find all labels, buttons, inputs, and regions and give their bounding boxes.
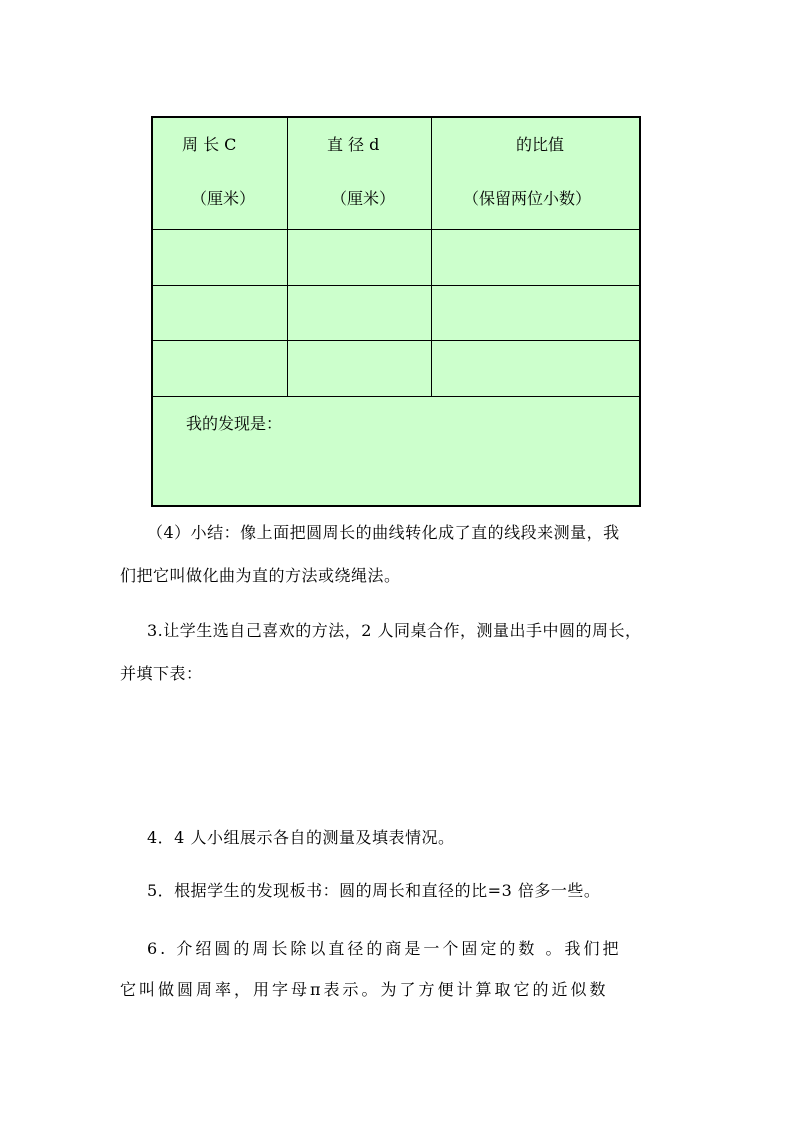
header-diameter-unit: （厘米） bbox=[331, 189, 396, 208]
paragraph-summary-line1: （4）小结：像上面把圆周长的曲线转化成了直的线段来测量，我 bbox=[147, 523, 620, 542]
finding-label: 我的发现是： bbox=[186, 414, 283, 433]
header-circumference-unit: （厘米） bbox=[191, 189, 256, 208]
header-ratio: 的比值 bbox=[516, 135, 565, 154]
header-circumference: 周 长 C bbox=[182, 135, 237, 154]
header-diameter: 直 径 d bbox=[327, 135, 380, 154]
paragraph-summary-line2: 们把它叫做化曲为直的方法或绕绳法。 bbox=[120, 566, 401, 585]
paragraph-step3-line2: 并填下表： bbox=[120, 664, 203, 683]
paragraph-step6-line1: 6. 介绍圆的周长除以直径的商是一个固定的数 。我们把 bbox=[147, 939, 622, 958]
column-divider bbox=[431, 118, 432, 397]
row-divider bbox=[153, 229, 639, 230]
measurement-table bbox=[151, 116, 641, 507]
row-divider bbox=[153, 285, 639, 286]
column-divider bbox=[287, 118, 288, 397]
paragraph-step5: 5．根据学生的发现板书：圆的周长和直径的比=3 倍多一些。 bbox=[147, 881, 601, 900]
paragraph-step6-line2: 它叫做圆周率，用字母π表示。为了方便计算取它的近似数 bbox=[120, 980, 609, 999]
row-divider bbox=[153, 396, 639, 397]
paragraph-step4: 4．4 人小组展示各自的测量及填表情况。 bbox=[147, 828, 455, 847]
header-ratio-note: （保留两位小数） bbox=[463, 189, 592, 208]
paragraph-step3-line1: 3.让学生选自己喜欢的方法，2 人同桌合作，测量出手中圆的周长， bbox=[147, 621, 642, 640]
row-divider bbox=[153, 340, 639, 341]
